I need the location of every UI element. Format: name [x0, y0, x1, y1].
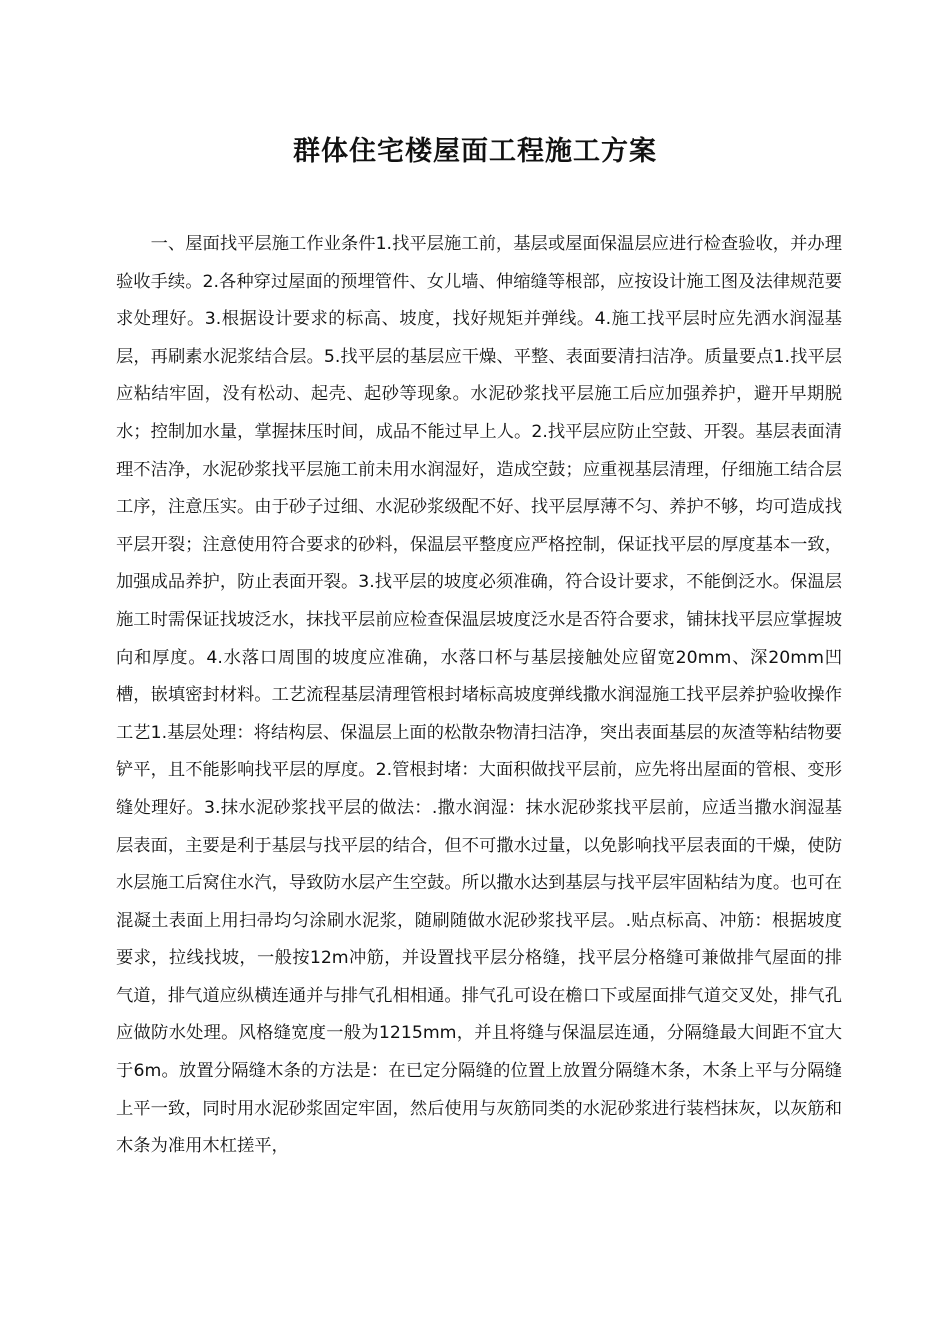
document-body-paragraph: 一、屋面找平层施工作业条件1.找平层施工前，基层或屋面保温层应进行检查验收，并办理验收手续。2.各种穿过屋面的预埋管件、女儿墙、伸缩缝等根部，应按设计施工图及法律规范要求处理好。3.根据设计要求的标高、坡度，找好规矩并弹线。4.施工找平层时应先洒水润湿基层，再刷素水泥浆结合层。5.找平层的基层应干燥、平整、表面要清扫洁净。质量要点1.找平层应粘结牢固，没有松动、起壳、起砂等现象。水泥砂浆找平层施工后应加强养护，避开早期脱水；控制加水量，掌握抹压时间，成品不能过早上人。2.找平层应防止空鼓、开裂。基层表面清理不洁净，水泥砂浆找平层施工前未用水润湿好，造成空鼓；应重视基层清理，仔细施工结合层工序，注意压实。由于砂子过细、水泥砂浆级配不好、找平层厚薄不匀、养护不够，均可造成找平层开裂；注意使用符合要求的砂料，保温层平整度应严格控制，保证找平层的厚度基本一致，加强成品养护，防止表面开裂。3.找平层的坡度必须准确，符合设计要求，不能倒泛水。保温层施工时需保证找坡泛水，抹找平层前应检查保温层坡度泛水是否符合要求，铺抹找平层应掌握坡向和厚度。4.水落口周围的坡度应准确，水落口杯与基层接触处应留宽20mm、深20mm凹槽，嵌填密封材料。工艺流程基层清理管根封堵标高坡度弹线撒水润湿施工找平层养护验收操作工艺1.基层处理：将结构层、保温层上面的松散杂物清扫洁净，突出表面基层的灰渣等粘结物要铲平，且不能影响找平层的厚度。2.管根封堵：大面积做找平层前，应先将出屋面的管根、变形缝处理好。3.抹水泥砂浆找平层的做法：.撒水润湿：抹水泥砂浆找平层前，应适当撒水润湿基层表面，主要是利于基层与找平层的结合，但不可撒水过量，以免影响找平层表面的干燥，使防水层施工后窝住水汽，导致防水层产生空鼓。所以撒水达到基层与找平层牢固粘结为度。也可在混凝土表面上用扫帚均匀涂刷水泥浆，随刷随做水泥砂浆找平层。.贴点标高、冲筋：根据坡度要求，拉线找坡，一般按12m冲筋，并设置找平层分格缝，找平层分格缝可兼做排气屋面的排气道，排气道应纵横连通并与排气孔相相通。排气孔可设在檐口下或屋面排气道交叉处，排气孔应做防水处理。风格缝宽度一般为1215mm，并且将缝与保温层连通，分隔缝最大间距不宜大于6m。放置分隔缝木条的方法是：在已定分隔缝的位置上放置分隔缝木条，木条上平与分隔缝上平一致，同时用水泥砂浆固定牢固，然后使用与灰筋同类的水泥砂浆进行装档抹灰，以灰筋和木条为准用木杠搓平，	[116, 234, 842, 1157]
document-title: 群体住宅楼屋面工程施工方案	[293, 136, 657, 167]
